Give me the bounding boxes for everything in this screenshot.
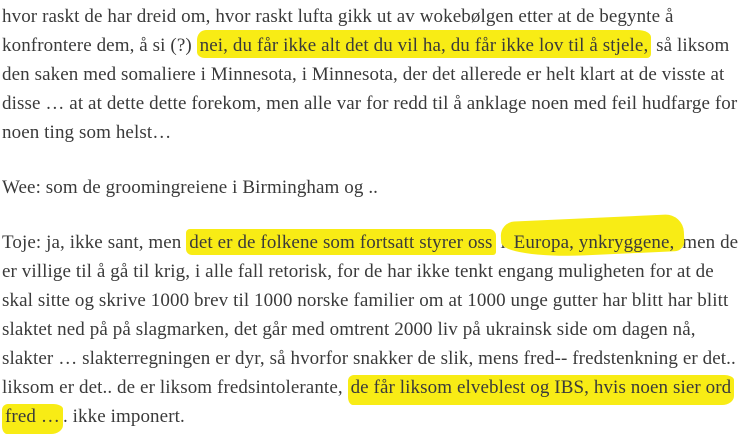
paragraph [2, 228, 747, 431]
paragraph [2, 2, 747, 147]
highlighted-text: Europa, ynkryggene, [511, 229, 678, 255]
text-segment: men de er villige til å gå til krig, i alle fall retorisk, for de har ikke tenkt engang muligheten for at de skal sitte og skrive 1000 brev til 1000 norske familier om at 1000 unge gutter har blitt har blitt slaktet ned på på slagmarken, det går med omtrent 2000 liv på ukrainsk side om dagen nå, slakter … slakterregningen er dyr, så hvorfor snakker de slik, mens fred-- fredstenkning er det.. liksom er det.. de er liksom fredsintolerante, [2, 232, 739, 398]
text-segment: Toje: ja, ikke sant, men [2, 232, 187, 253]
text-segment: i [495, 232, 511, 253]
highlighted-text: de får liksom elveblest og IBS, hvis noen sier ord fred … [2, 375, 734, 434]
paragraph [2, 173, 747, 202]
text-segment: hvor raskt de har dreid om, hvor raskt lufta gikk ut av wokebølgen etter at de begynte å konfrontere dem, å si (?) [2, 6, 674, 56]
text-segment: Wee: som de groomingreiene i Birmingham og .. [2, 177, 379, 198]
text-segment: . ikke imponert. [62, 406, 185, 427]
highlighted-text: nei, du får ikke alt det du vil ha, du får ikke lov til å stjele, [197, 30, 652, 58]
text-segment: så liksom den saken med somaliere i Minnesota, i Minnesota, der det allerede er helt klart at de visste at disse … at at dette dette forekom, men alle var for redd til å anklage noen med feil hudfarge for noen ting som helst… [2, 35, 738, 143]
highlighted-text: det er de folkene som fortsatt styrer oss [186, 229, 495, 255]
